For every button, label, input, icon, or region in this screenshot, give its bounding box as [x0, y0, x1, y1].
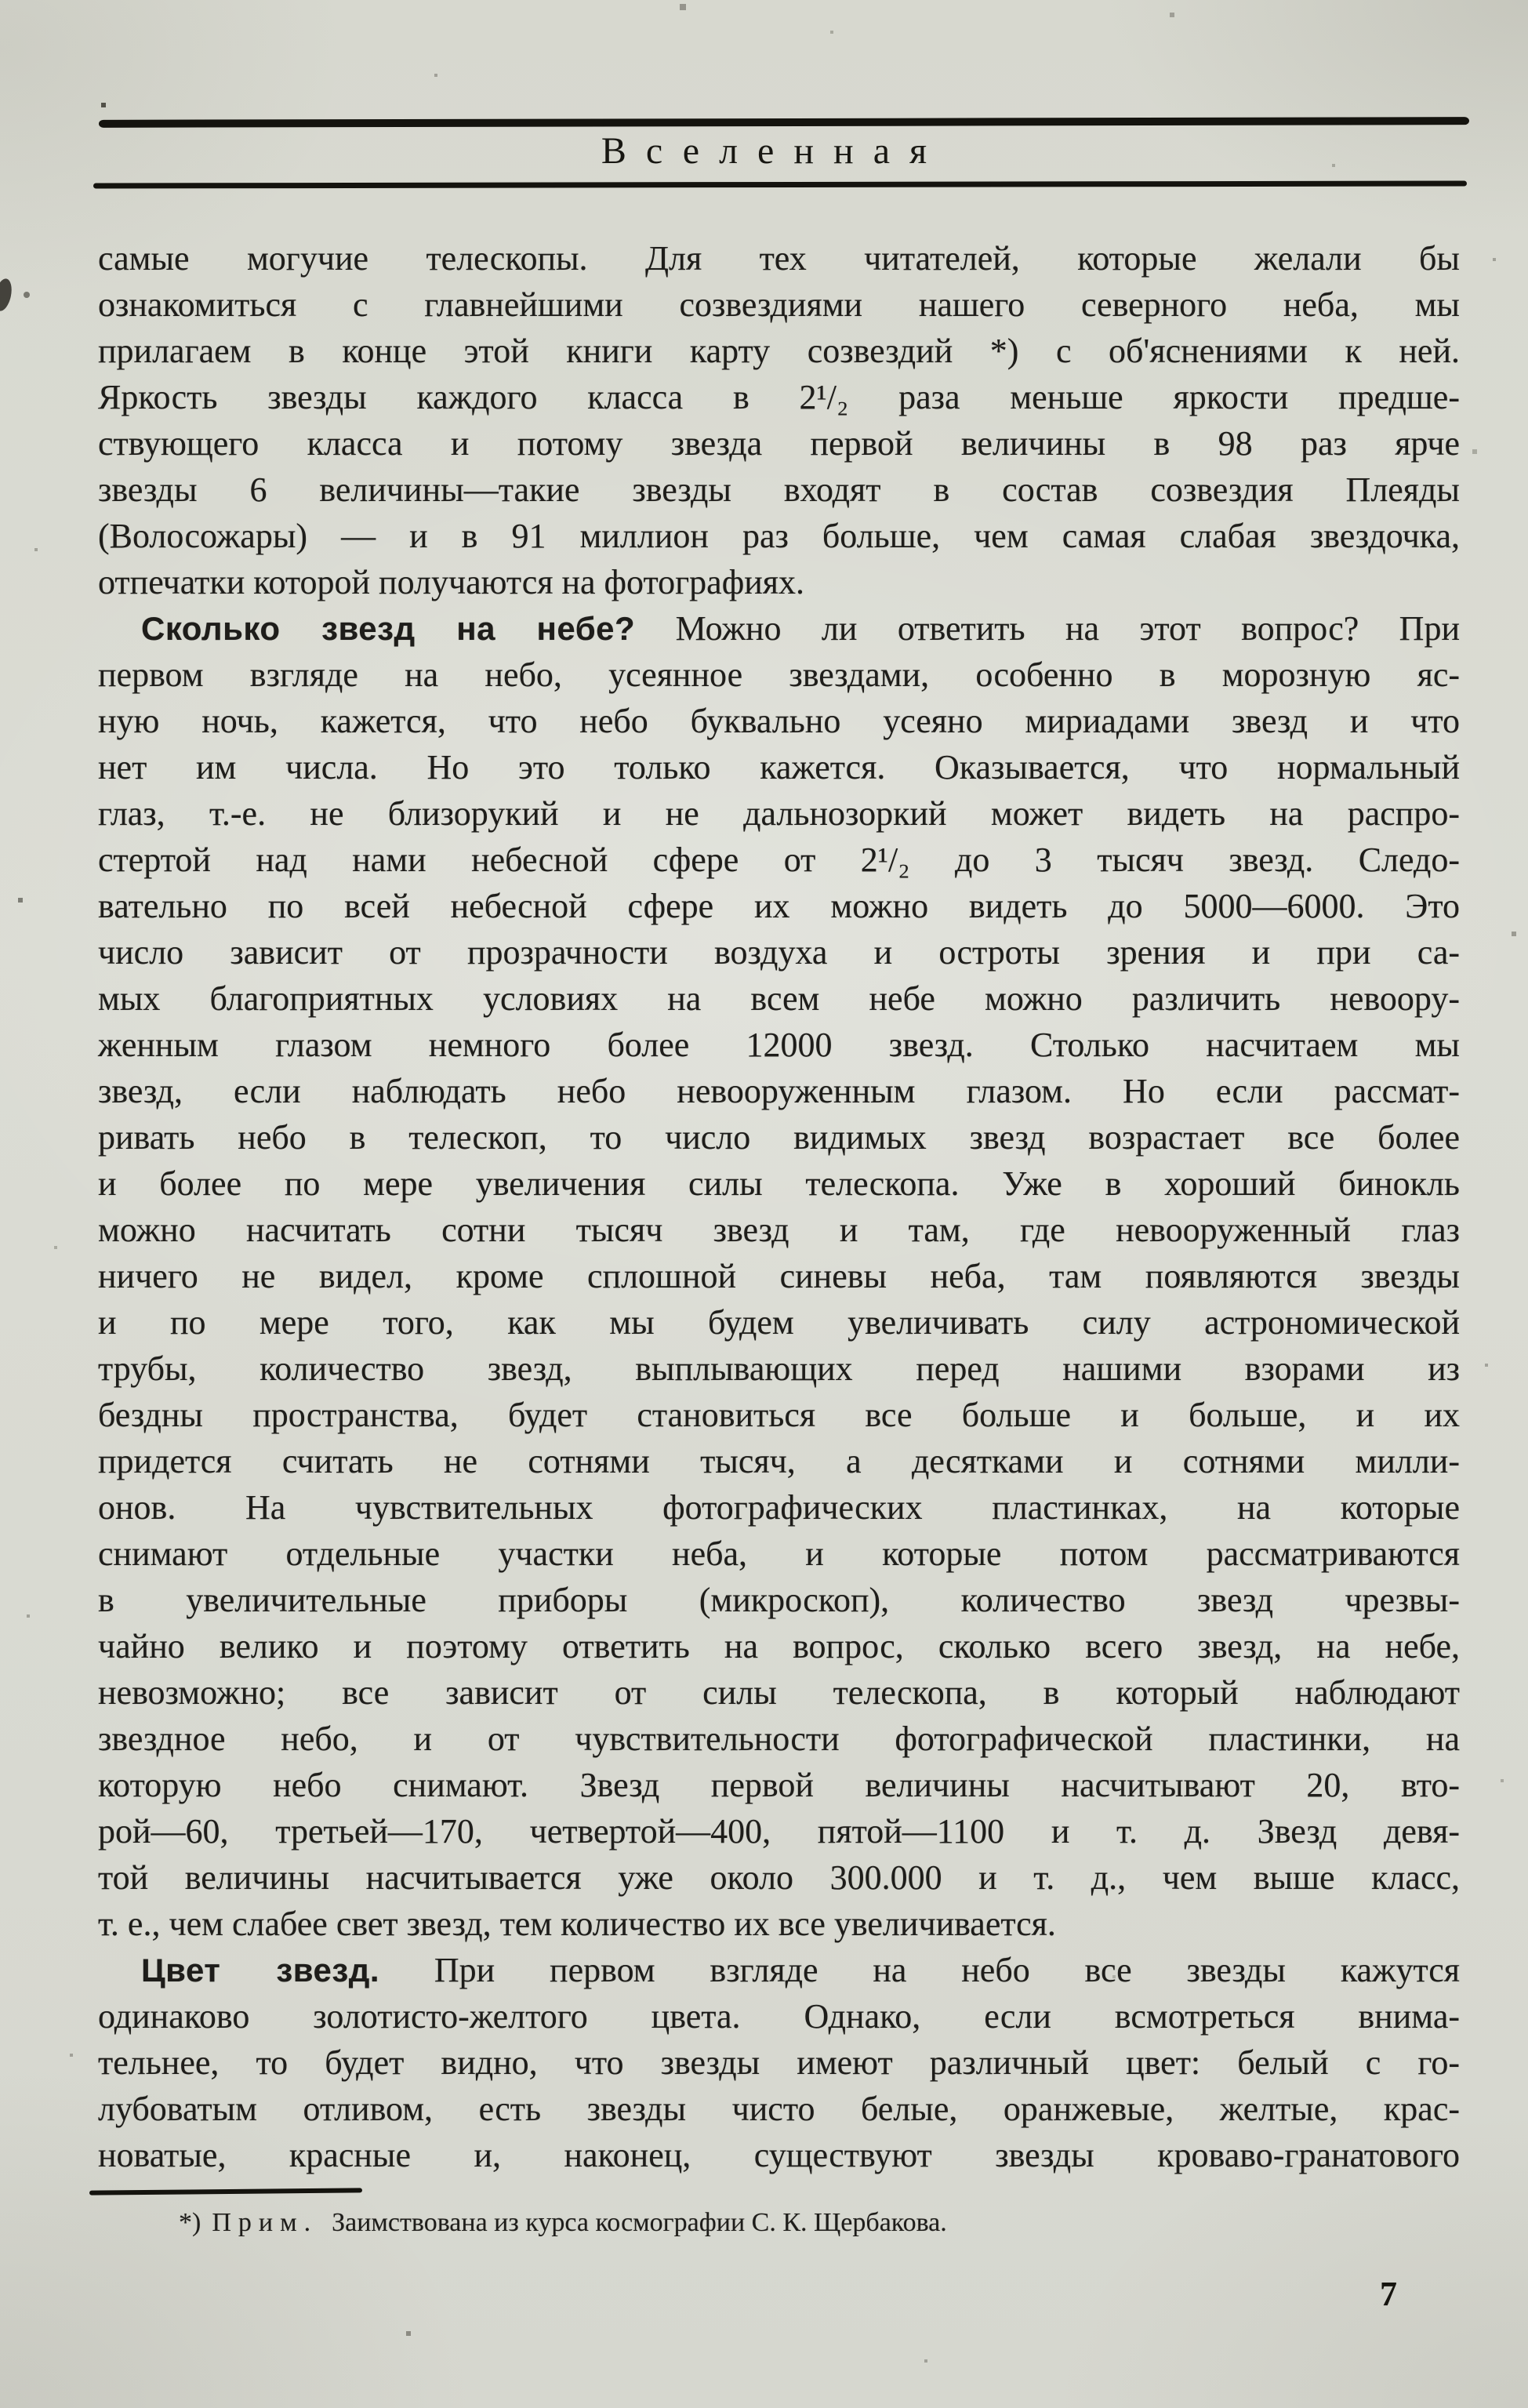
text-line: прилагаем в конце этой книги карту созвездий *) с об'яснениями к ней. [98, 332, 1460, 370]
page-number: 7 [1380, 2275, 1397, 2313]
text-line: звездное небо, и от чувствительности фотографической пластинки, на [98, 1720, 1460, 1758]
scan-edge-speck [24, 292, 30, 298]
body-text [98, 235, 1460, 2178]
text-line: женным глазом немного более 12000 звезд. Столько насчитаем мы [98, 1026, 1460, 1064]
text-line: звезд, если наблюдать небо невооруженным глазом. Но если рассмат- [98, 1072, 1460, 1110]
footnote-marker: *) [179, 2208, 201, 2237]
text-line: ознакомиться с главнейшими созвездиями нашего северного неба, мы [98, 285, 1460, 324]
text-line: и более по мере увеличения силы телескопа. Уже в хороший бинокль [98, 1164, 1460, 1203]
text-line: трубы, количество звезд, выплывающих перед нашими взорами из [98, 1349, 1460, 1388]
footnote-label: Прим. [212, 2208, 318, 2237]
text-line: чайно велико и поэтому ответить на вопрос, сколько всего звезд, на небе, [98, 1627, 1460, 1665]
scan-edge-mark [0, 277, 14, 312]
paper-texture [0, 0, 2, 2]
text-line: в увеличительные приборы (микроскоп), количество звезд чрезвы- [98, 1581, 1460, 1619]
footnote [179, 2205, 1449, 2241]
text-line [98, 1947, 1460, 1993]
text-line: онов. На чувствительных фотографических пластинках, на которые [98, 1488, 1460, 1527]
text-line: самые могучие телескопы. Для тех читателей, которые желали бы [98, 239, 1460, 278]
header-rule-top [99, 117, 1469, 128]
text-line: ную ночь, кажется, что небо буквально усеяно мириадами звезд и что [98, 702, 1460, 740]
text-run: Можно ли ответить на этот вопрос? При [675, 609, 1461, 648]
header-rule-bottom [93, 180, 1467, 188]
text-line: вательно по всей небесной сфере их можно видеть до 5000—6000. Это [98, 887, 1460, 925]
footnote-text: Заимствована из курса космографии С. К. Щербакова. [332, 2208, 947, 2237]
text-line: невозможно; все зависит от силы телескопа, в который наблюдают [98, 1673, 1460, 1712]
text-line: число зависит от прозрачности воздуха и остроты зрения и при са- [98, 933, 1460, 972]
text-line: ничего не видел, кроме сплошной синевы неба, там появляются звезды [98, 1257, 1460, 1295]
text-line: (Волосожары) — и в 91 миллион раз больше, чем самая слабая звездочка, [98, 517, 1460, 555]
text-line: бездны пространства, будет становиться все больше и больше, и их [98, 1396, 1460, 1434]
footnote-rule [89, 2188, 362, 2195]
text-line: звезды 6 величины—такие звезды входят в состав созвездия Плеяды [98, 470, 1460, 509]
text-line: Яркость звезды каждого класса в 2¹/₂ раза меньше яркости предше- [98, 378, 1460, 416]
text-line: той величины насчитывается уже около 300.000 и т. д., чем выше класс, [98, 1858, 1460, 1897]
text-line: которую небо снимают. Звезд первой величины насчитывают 20, вто- [98, 1766, 1460, 1804]
text-line: первом взгляде на небо, усеянное звездами, особенно в морозную яс- [98, 656, 1460, 694]
text-line: рой—60, третьей—170, четвертой—400, пятой—1100 и т. д. Звезд девя- [98, 1812, 1460, 1850]
text-line: одинаково золотисто-желтого цвета. Однако, если всмотреться внима- [98, 1997, 1460, 2036]
text-line: лубоватым отливом, есть звезды чисто белые, оранжевые, желтые, крас- [98, 2090, 1460, 2128]
text-line: тельнее, то будет видно, что звезды имеют различный цвет: белый с го- [98, 2043, 1460, 2082]
text-line: снимают отдельные участки неба, и которые потом рассматриваются [98, 1535, 1460, 1573]
text-line: ствующего класса и потому звезда первой величины в 98 раз ярче [98, 424, 1460, 463]
text-line: мых благоприятных условиях на всем небе можно различить невоору- [98, 979, 1460, 1018]
text-line: глаз, т.-е. не близорукий и не дальнозоркий может видеть на распро- [98, 794, 1460, 833]
running-head: Вселенная [601, 130, 947, 172]
text-line: отпечатки которой получаются на фотографиях. [98, 563, 804, 601]
text-line: т. е., чем слабее свет звезд, тем количество их все увеличивается. [98, 1905, 1056, 1943]
text-line: ривать небо в телескоп, то число видимых звезд возрастает все более [98, 1118, 1460, 1157]
text-line: стертой над нами небесной сфере от 2¹/₂ до 3 тысяч звезд. Следо- [98, 841, 1460, 879]
text-line: новатые, красные и, наконец, существуют звезды кроваво-гранатового [98, 2136, 1460, 2174]
text-line: придется считать не сотнями тысяч, а десятками и сотнями милли- [98, 1442, 1460, 1480]
text-line [98, 605, 1460, 652]
text-run: При первом взгляде на небо все звезды кажутся [434, 1951, 1460, 1989]
text-line: нет им числа. Но это только кажется. Оказывается, что нормальный [98, 748, 1460, 786]
paragraph-lead: Цвет звезд. [141, 1952, 380, 1989]
text-line: и по мере того, как мы будем увеличивать силу астрономической [98, 1303, 1460, 1342]
paragraph-lead: Сколько звезд на небе? [141, 610, 636, 647]
text-line: можно насчитать сотни тысяч звезд и там, где невооруженный глаз [98, 1211, 1460, 1249]
